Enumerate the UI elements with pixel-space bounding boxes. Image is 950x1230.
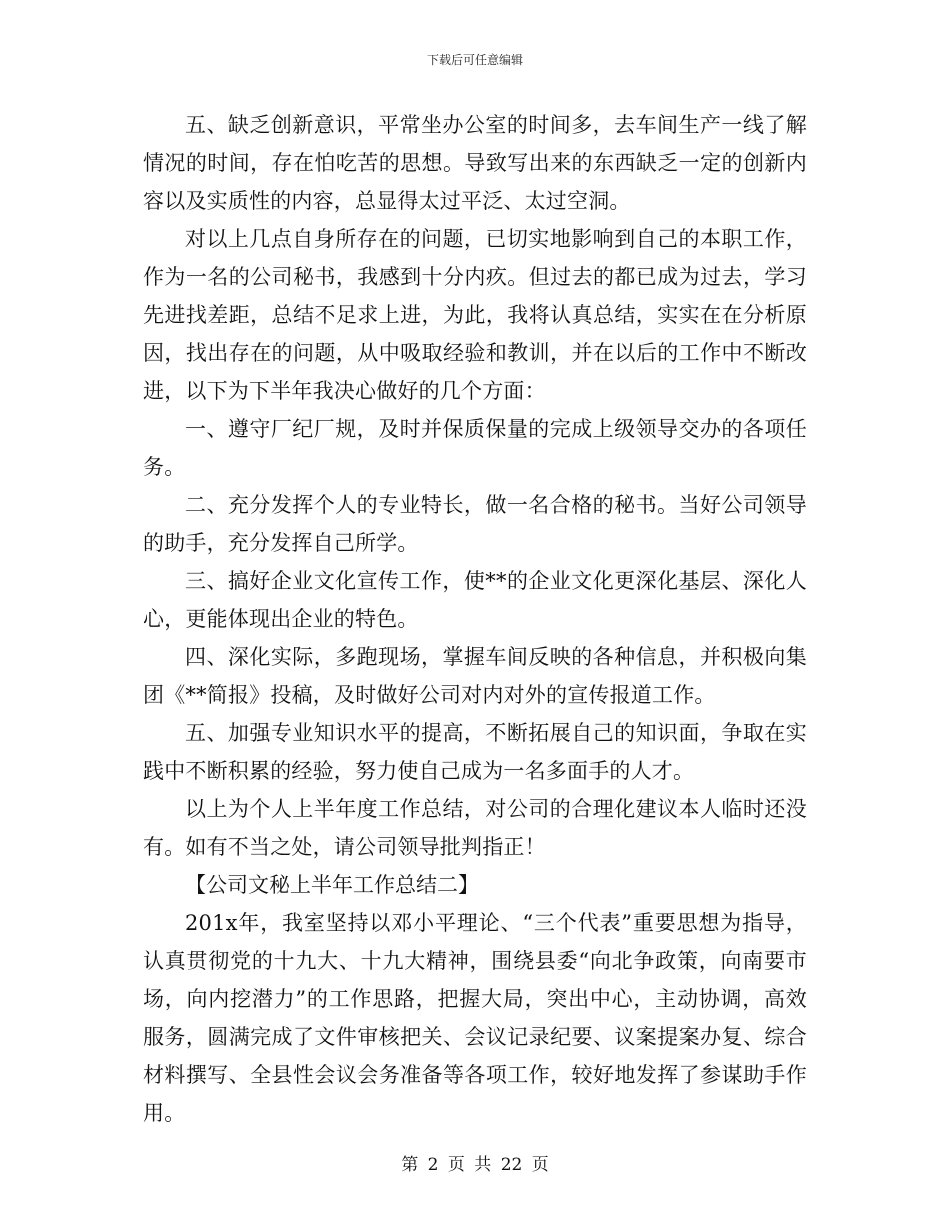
page-header-note: 下载后可任意编辑 — [426, 53, 523, 67]
paragraph: 三、搞好企业文化宣传工作，使**的企业文化更深化基层、深化人心，更能体现出企业的特色。 — [143, 569, 807, 631]
page-number: 第 2 页 共 22 页 — [401, 1155, 549, 1175]
section-title: 【公司文秘上半年工作总结二】 — [185, 873, 479, 897]
paragraph: 以上为个人上半年度工作总结，对公司的合理化建议本人临时还没有。如有不当之处，请公司领导批判指正！ — [143, 797, 807, 859]
document-body — [143, 106, 807, 1132]
paragraph: 四、深化实际，多跑现场，掌握车间反映的各种信息，并积极向集团《**简报》投稿，及时做好公司对内对外的宣传报道工作。 — [143, 645, 807, 707]
paragraph: 对以上几点自身所存在的问题，已切实地影响到自己的本职工作，作为一名的公司秘书，我感到十分内疚。但过去的都已成为过去，学习先进找差距，总结不足求上进，为此，我将认真总结，实实在在分析原因，找出存在的问题，从中吸取经验和教训，并在以后的工作中不断改进，以下为下半年我决心做好的几个方面： — [143, 227, 807, 403]
paragraph: 二、充分发挥个人的专业特长，做一名合格的秘书。当好公司领导的助手，充分发挥自己所学。 — [143, 493, 807, 555]
paragraph: 五、缺乏创新意识，平常坐办公室的时间多，去车间生产一线了解情况的时间，存在怕吃苦的思想。导致写出来的东西缺乏一定的创新内容以及实质性的内容，总显得太过平泛、太过空洞。 — [143, 113, 807, 213]
paragraph: 一、遵守厂纪厂规，及时并保质保量的完成上级领导交办的各项任务。 — [143, 417, 807, 479]
paragraph: 五、加强专业知识水平的提高，不断拓展自己的知识面，争取在实践中不断积累的经验，努力使自己成为一名多面手的人才。 — [143, 721, 807, 783]
paragraph: 201x年，我室坚持以邓小平理论、“三个代表”重要思想为指导，认真贯彻党的十九大、十九大精神，围绕县委“向北争政策，向南要市场，向内挖潜力”的工作思路，把握大局，突出中心，主动协调，高效服务，圆满完成了文件审核把关、会议记录纪要、议案提案办复、综合材料撰写、全县性会议会务准备等各项工作，较好地发挥了参谋助手作用。 — [143, 911, 807, 1125]
